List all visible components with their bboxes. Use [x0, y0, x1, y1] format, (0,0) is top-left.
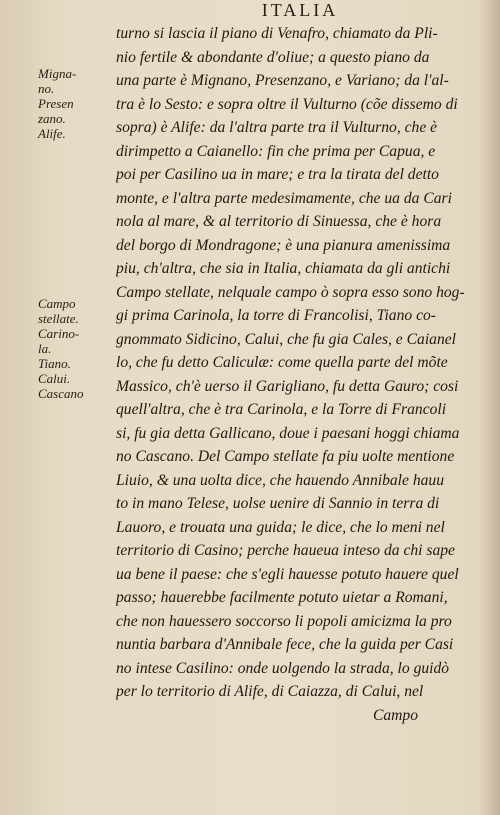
text-line: poi per Casilino ua in mare; e tra la tirata del detto [116, 166, 439, 183]
text-line: nola al mare, & al territorio di Sinuessa, che è hora [116, 213, 442, 230]
body-text [116, 22, 478, 727]
margin-note: Migna- no. Presen zano. Alife. [38, 66, 77, 141]
text-line: del borgo di Mondragone; è una pianura amenissima [116, 236, 451, 254]
text-line: Liuio, & una uolta dice, che hauendo Annibale hauu [116, 471, 445, 489]
text-line: Lauoro, e trouata una guida; le dice, che lo meni nel [116, 518, 445, 536]
page-header [110, 0, 490, 22]
text-line: gnommato Sidicino, Calui, che fu gia Cales, e Caianel [116, 330, 457, 348]
text-line: per lo territorio di Alife, di Caiazza, di Calui, nel [116, 683, 424, 700]
text-line: che non hauessero soccorso li popoli amicizma la pro [116, 612, 452, 630]
text-line: ua bene il paese: che s'egli hauesse potuto hauere quel [116, 565, 459, 583]
text-line: passo; hauerebbe facilmente potuto uietar a Romani, [116, 589, 448, 606]
text-line: Campo stellate, nelquale campo ò sopra esso sono hog- [116, 283, 465, 301]
text-line: monte, e l'altra parte medesimamente, che ua da Cari [116, 189, 452, 207]
text-line: nio fertile & abondante d'oliue; a questo piano da [116, 48, 430, 66]
text-line: territorio di Casino; perche haueua inteso da chi sape [116, 542, 455, 559]
text-line: no intese Casilino: onde uolgendo la strada, lo guidò [116, 659, 450, 677]
text-line: gi prima Carinola, la torre di Francolisi, Tiano co- [116, 307, 436, 324]
text-line: si, fu gia detta Gallicano, doue i paesani hoggi chiama [116, 424, 460, 442]
text-line: sopra) è Alife: da l'altra parte tra il Vulturno, che è [116, 119, 438, 136]
text-line: lo, che fu detto Caliculæ: come quella parte del mõte [116, 354, 448, 371]
page-gutter-shadow [478, 0, 500, 815]
text-line: Massico, ch'è uerso il Garigliano, fu detta Gauro; cosi [116, 377, 459, 395]
text-line: to in mano Telese, uolse uenire di Sannio in terra di [116, 495, 440, 512]
margin-note: Campo stellate. Carino- la. Tiano. Calui. Cascano [38, 296, 84, 401]
margin-notes [38, 0, 114, 815]
text-line: una parte è Mignano, Presenzano, e Variano; da l'al- [116, 72, 449, 89]
text-line: no Cascano. Del Campo stellate fa piu uolte mentione [116, 448, 455, 465]
text-line: quell'altra, che è tra Carinola, e la Torre di Francoli [116, 401, 447, 418]
text-line: nuntia barbara d'Annibale fece, che la guida per Casi [116, 636, 454, 653]
text-line: piu, ch'altra, che sia in Italia, chiamata da gli antichi [116, 260, 451, 277]
running-head: ITALIA [261, 0, 339, 20]
catchword: Campo [372, 706, 418, 724]
text-line: tra è lo Sesto: e sopra oltre il Vulturno (cõe dissemo di [116, 95, 458, 113]
text-line: turno si lascia il piano di Venafro, chiamato da Pli- [116, 25, 438, 42]
text-line: dirimpetto a Caianello: fin che prima per Capua, e [116, 142, 436, 160]
